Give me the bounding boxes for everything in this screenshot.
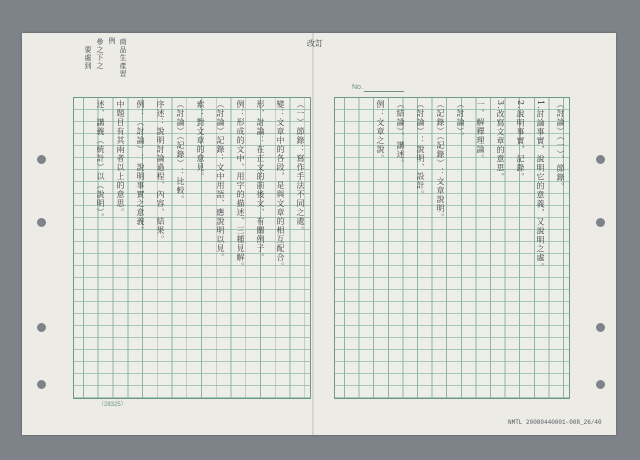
- punch-hole: [37, 380, 46, 389]
- punch-hole: [596, 380, 605, 389]
- text-column: （記錄）（記錄）：文章說明。: [436, 100, 445, 222]
- page-number: （28325）: [98, 402, 127, 408]
- margin-note: 要處到: [84, 46, 92, 70]
- text-column: （討論）（記錄）：比較。: [176, 100, 185, 204]
- punch-hole: [37, 323, 46, 332]
- text-column: 索：對文章的意見。: [196, 100, 205, 181]
- header-mark: 改訂: [307, 39, 323, 48]
- margin-note: 例: [108, 37, 116, 45]
- manuscript-grid-right: [334, 97, 570, 399]
- margin-note: 參之下之: [96, 38, 104, 70]
- punch-hole: [596, 155, 605, 164]
- text-column: 述、講義（統計）以（說明）。: [96, 100, 105, 222]
- punch-hole: [596, 323, 605, 332]
- text-column: 1.討論事實，說明它的意義，又說明之處。: [536, 100, 545, 272]
- punch-hole: [37, 218, 46, 227]
- footer-code: NMTL 20080440001-008_26/40: [508, 419, 602, 426]
- no-label: No.: [352, 84, 363, 91]
- text-column: 例：形成的文中、用字的描述、三種見解。: [236, 100, 245, 271]
- margin-note: 商品生產習: [119, 38, 127, 78]
- text-column: 一、解釋理論。: [476, 100, 485, 163]
- text-column: 例：（討論）：說明事實之意義。: [136, 100, 145, 235]
- text-column: 中題目有其兩者以上的意思。: [116, 100, 125, 217]
- text-column: 例：文章之說。: [376, 100, 385, 163]
- text-column: （討論）：說明、設計。: [416, 100, 425, 199]
- text-column: 變：文章中的各段，是與文章的相互配合。: [276, 100, 285, 271]
- text-column: （討論）。: [456, 100, 465, 141]
- text-column: 形、討論：在正文的前後文、有關例子。: [256, 100, 265, 262]
- no-underline: [364, 91, 404, 92]
- text-column: 2.說明事實，記錄。: [516, 100, 525, 182]
- text-column: 3.改寫文章的意思。: [496, 100, 505, 182]
- text-column: （討論）（一）、節錄。: [556, 100, 565, 191]
- text-column: 序述：說明討論過程、內容、結果。: [156, 100, 165, 244]
- punch-hole: [596, 218, 605, 227]
- text-column: （討論）記錄：文中用語、應說明以見。: [216, 100, 225, 262]
- text-column: （一）節錄：寫作手法不同之處。: [296, 100, 305, 235]
- punch-hole: [37, 155, 46, 164]
- center-fold: [312, 33, 314, 435]
- text-column: （結論）、講述。: [396, 100, 405, 168]
